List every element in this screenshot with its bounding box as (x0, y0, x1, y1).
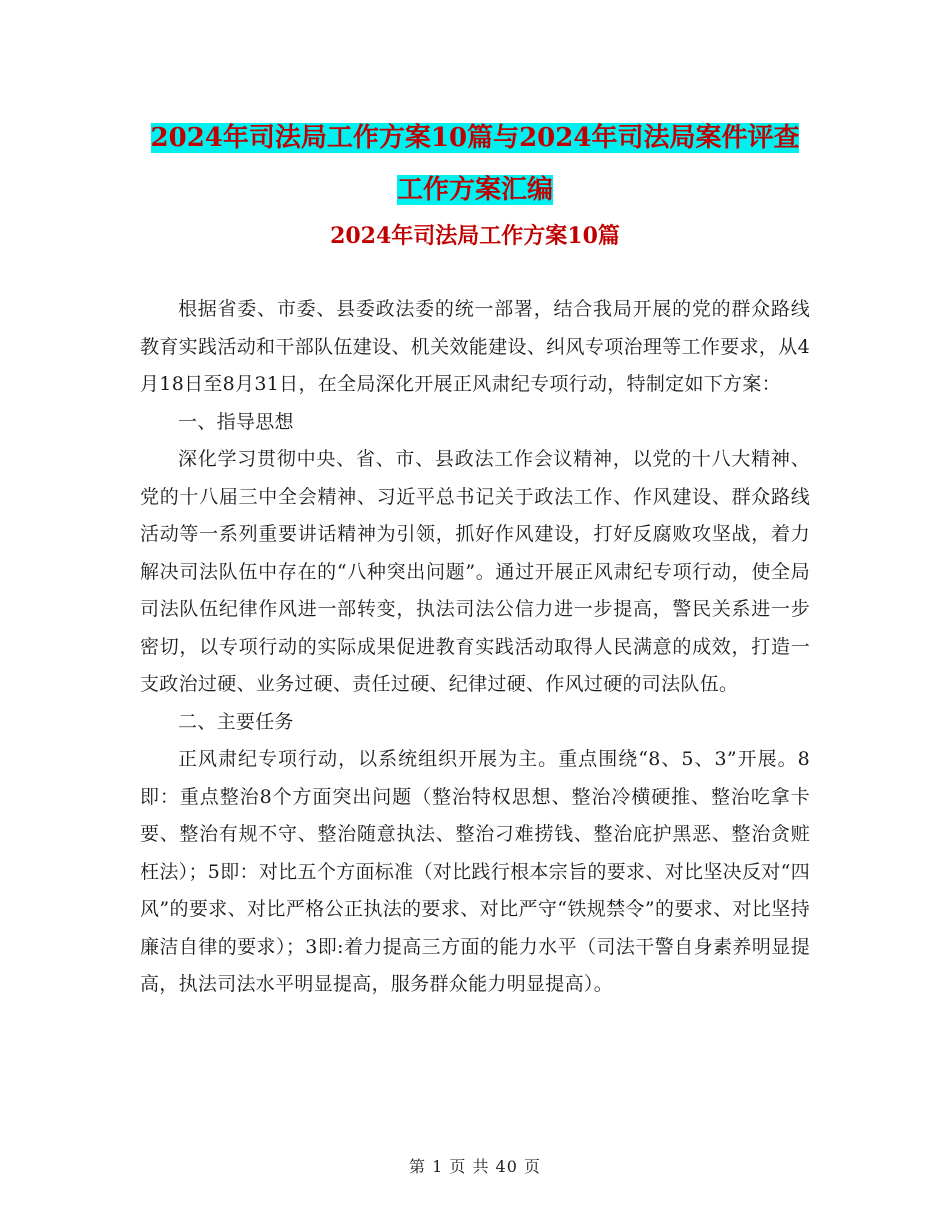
paragraph-intro: 根据省委、市委、县委政法委的统一部署，结合我局开展的党的群众路线教育实践活动和干部队伍建设、机关效能建设、纠风专项治理等工作要求，从4月18日至8月31日，在全局深化开展正风肃纪专项行动，特制定如下方案： (140, 298, 810, 395)
document-body (140, 291, 810, 1004)
heading-guiding-ideology: 一、指导思想 (178, 410, 294, 433)
document-title (140, 112, 810, 216)
page-footer: 第 1 页 共 40 页 (409, 1157, 541, 1176)
paragraph-guiding-ideology: 深化学习贯彻中央、省、市、县政法工作会议精神，以党的十八大精神、党的十八届三中全会精神、习近平总书记关于政法工作、作风建设、群众路线活动等一系列重要讲话精神为引领，抓好作风建设，打好反腐败攻坚战，着力解决司法队伍中存在的“八种突出问题”。通过开展正风肃纪专项行动，使全局司法队伍纪律作风进一部转变，执法司法公信力进一步提高，警民关系进一步密切，以专项行动的实际成果促进教育实践活动取得人民满意的成效，打造一支政治过硬、业务过硬、责任过硬、纪律过硬、作风过硬的司法队伍。 (140, 448, 810, 695)
heading-main-tasks: 二、主要任务 (178, 710, 294, 733)
document-title-text: 2024年司法局工作方案10篇与2024年司法局案件评查工作方案汇编 (150, 123, 800, 205)
paragraph-main-tasks: 正风肃纪专项行动，以系统组织开展为主。重点围绕“8、5、3”开展。8即：重点整治8个方面突出问题（整治特权思想、整治冷横硬推、整治吃拿卡要、整治有规不守、整治随意执法、整治刁难捞钱、整治庇护黑恶、整治贪赃枉法）；5即：对比五个方面标准（对比践行根本宗旨的要求、对比坚决反对“四风”的要求、对比严格公正执法的要求、对比严守“铁规禁令”的要求、对比坚持廉洁自律的要求）；3即:着力提高三方面的能力水平（司法干警自身素养明显提高，执法司法水平明显提高，服务群众能力明显提高）。 (140, 748, 810, 995)
section-title: 2024年司法局工作方案10篇 (330, 223, 620, 249)
